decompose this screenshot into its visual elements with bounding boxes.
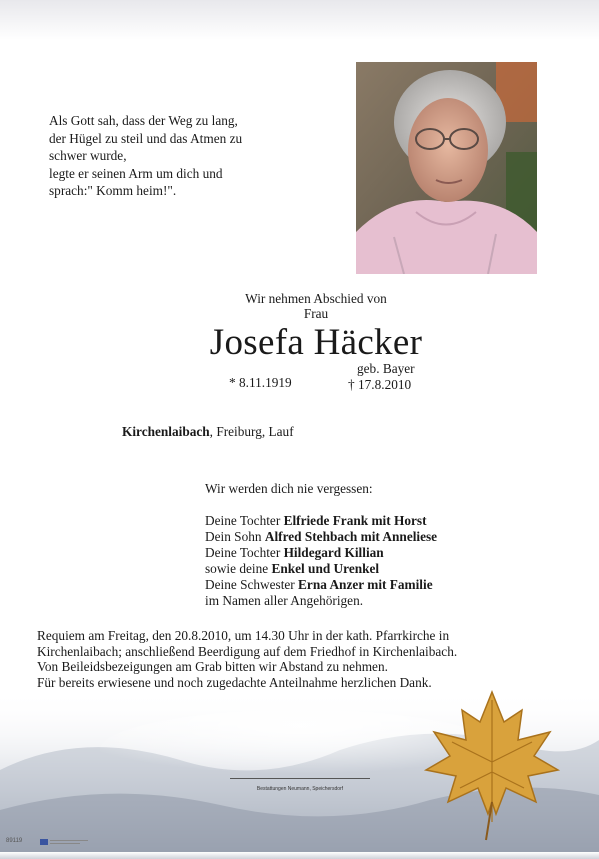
notice-line: Für bereits erwiesene und noch zugedachte Anteilnahme herzlichen Dank. (37, 675, 432, 691)
mourner-line (205, 545, 437, 561)
poem-line: schwer wurde, (49, 148, 127, 163)
notice-line: Von Beileidsbezeigungen am Grab bitten wir Abstand zu nehmen. (37, 659, 388, 675)
mourner-line (205, 529, 437, 545)
mourner-relation: Deine Schwester (205, 577, 299, 592)
poem-line: Als Gott sah, dass der Weg zu lang, (49, 113, 238, 128)
other-places: , Freiburg, Lauf (209, 424, 294, 439)
main-place: Kirchenlaibach (122, 424, 210, 439)
mourner-line (205, 513, 437, 529)
mourner-name: Erna Anzer mit Familie (298, 577, 433, 592)
bottom-edge (0, 852, 599, 859)
notice-line: Requiem am Freitag, den 20.8.2010, um 14.30 Uhr in der kath. Pfarrkirche in (37, 628, 450, 643)
mourner-name: Enkel und Urenkel (271, 561, 380, 576)
salutation: Frau (303, 306, 329, 321)
undertaker-credit: Bestattungen Neumann, Speichersdorf (256, 786, 344, 792)
mourner-relation: Deine Tochter (205, 513, 284, 528)
poem-line: sprach:" Komm heim!". (49, 183, 177, 198)
mourner-name: Hildegard Killian (283, 545, 384, 560)
mourner-name: Elfriede Frank mit Horst (283, 513, 427, 528)
farewell-intro: Wir nehmen Abschied von (245, 291, 387, 306)
poem-line: legte er seinen Arm um dich und (49, 165, 223, 181)
mourner-line (205, 593, 437, 609)
poem-line: der Hügel zu steil und das Atmen zu (49, 130, 243, 146)
signature-line (230, 778, 370, 779)
mourner-relation: sowie deine (205, 561, 272, 576)
print-code: 89119 (6, 838, 23, 844)
portrait-photo (356, 62, 537, 274)
portrait-illustration (356, 62, 537, 274)
mourner-line (205, 561, 437, 577)
mourner-name: Alfred Stehbach mit Anneliese (264, 529, 438, 544)
poem (49, 112, 309, 200)
maiden-name: geb. Bayer (357, 361, 415, 376)
mourner-line (205, 577, 437, 593)
birth-date: * 8.11.1919 (229, 375, 292, 390)
deceased-name: Josefa Häcker (209, 322, 423, 363)
publisher-logo (40, 838, 90, 846)
mourners-intro: Wir werden dich nie vergessen: (205, 481, 373, 496)
mourners-block (205, 481, 437, 609)
death-date: † 17.8.2010 (348, 377, 412, 392)
place-line (122, 424, 294, 440)
mourner-closing: im Namen aller Angehörigen. (205, 593, 364, 608)
misty-landscape-background (0, 690, 599, 859)
mourner-relation: Deine Tochter (205, 545, 284, 560)
notice-line: Kirchenlaibach; anschließend Beerdigung auf dem Friedhof in Kirchenlaibach. (37, 643, 458, 659)
top-shade (0, 0, 599, 40)
mourner-relation: Dein Sohn (205, 529, 265, 544)
service-notice (37, 628, 557, 691)
